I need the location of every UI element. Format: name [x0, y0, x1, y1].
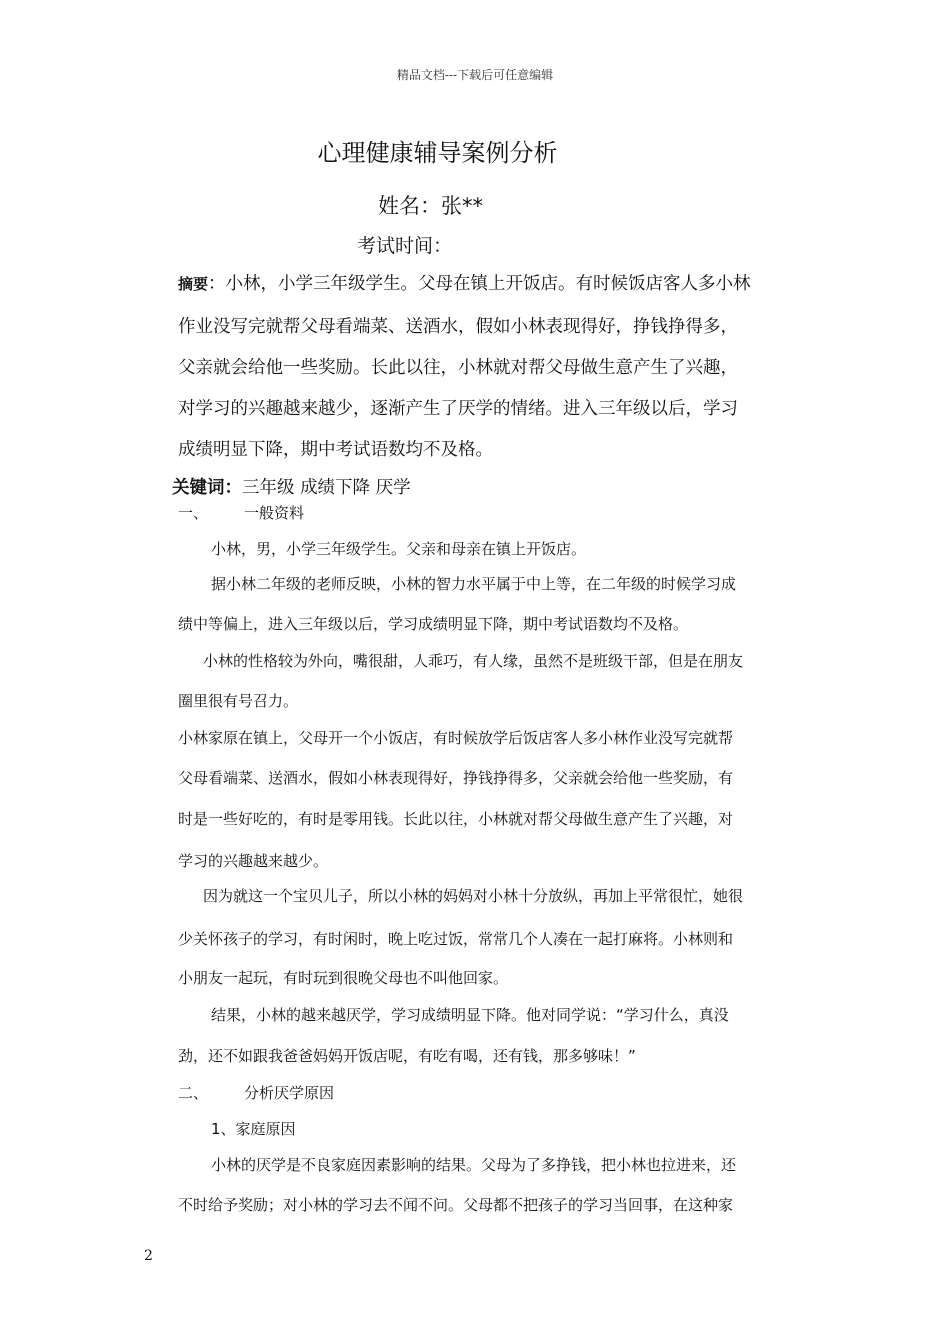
paragraph-5-line-2: 少关怀孩子的学习，有时闲时，晚上吃过饭，常常几个人凑在一起打麻将。小林则和 — [178, 930, 734, 948]
paragraph-2-line-2: 绩中等偏上，进入三年级以后，学习成绩明显下降，期中考试语数均不及格。 — [178, 615, 689, 633]
paragraph-4-line-4: 学习的兴趣越来越少。 — [178, 852, 329, 870]
paragraph-4-line-2: 父母看端菜、送酒水，假如小林表现得好，挣钱挣得多，父亲就会给他一些奖励，有 — [178, 769, 734, 787]
abstract-line-1: 摘要：小林，小学三年级学生。父母在镇上开饭店。有时候饭店客人多小林 — [178, 274, 751, 294]
subsection-1: 1、家庭原因 — [211, 1120, 296, 1138]
paragraph-6-line-1: 结果，小林的越来越厌学，学习成绩明显下降。他对同学说：“学习什么，真没 — [211, 1006, 729, 1024]
paragraph-5-line-3: 小朋友一起玩，有时玩到很晚父母也不叫他回家。 — [178, 969, 509, 987]
section-1-number: 一、 — [178, 504, 209, 522]
abstract-line-4: 对学习的兴趣越来越少，逐渐产生了厌学的情绪。进入三年级以后，学习 — [178, 399, 738, 419]
paragraph-1: 小林，男，小学三年级学生。父亲和母亲在镇上开饭店。 — [211, 540, 587, 558]
paragraph-4-line-3: 时是一些好吃的，有时是零用钱。长此以往，小林就对帮父母做生意产生了兴趣，对 — [178, 810, 734, 828]
section-2-title: 分析厌学原因 — [244, 1084, 335, 1102]
paragraph-3-line-2: 圈里很有号召力。 — [178, 692, 299, 710]
document-title: 心理健康辅导案例分析 — [317, 139, 558, 167]
abstract-label: 摘要 — [178, 275, 209, 293]
keywords — [172, 474, 411, 499]
paragraph-7-line-2: 不时给予奖励；对小林的学习去不闻不问。父母都不把孩子的学习当回事，在这种家 — [178, 1196, 734, 1214]
keywords-text: 三年级 成绩下降 厌学 — [242, 478, 411, 498]
paragraph-7-line-1: 小林的厌学是不良家庭因素影响的结果。父母为了多挣钱，把小林也拉进来，还 — [211, 1156, 737, 1174]
paragraph-4-line-1: 小林家原在镇上，父母开一个小饭店，有时候放学后饭店客人多小林作业没写完就帮 — [178, 729, 734, 747]
exam-time: 考试时间： — [357, 235, 453, 257]
abstract-line-5: 成绩明显下降，期中考试语数均不及格。 — [178, 440, 493, 460]
keywords-label: 关键词： — [172, 478, 242, 498]
paragraph-3-line-1: 小林的性格较为外向，嘴很甜，人乖巧，有人缘，虽然不是班级干部，但是在朋友 — [203, 652, 744, 670]
abstract-line-2: 作业没写完就帮父母看端菜、送酒水，假如小林表现得好，挣钱挣得多， — [178, 317, 738, 337]
section-1-title: 一般资料 — [244, 504, 305, 522]
paragraph-5-line-1: 因为就这一个宝贝儿子，所以小林的妈妈对小林十分放纵，再加上平常很忙，她很 — [203, 887, 744, 905]
page-header: 精品文档---下载后可任意编辑 — [396, 68, 554, 82]
paragraph-6-line-2: 劲，还不如跟我爸爸妈妈开饭店呢，有吃有喝，还有钱，那多够味！” — [178, 1047, 636, 1065]
abstract-line-3: 父亲就会给他一些奖励。长此以往，小林就对帮父母做生意产生了兴趣， — [178, 358, 738, 378]
author-name: 姓名：张** — [378, 194, 483, 218]
section-2-number: 二、 — [178, 1084, 209, 1102]
page-number: 2 — [144, 1248, 153, 1264]
paragraph-2-line-1: 据小林二年级的老师反映，小林的智力水平属于中上等，在二年级的时候学习成 — [211, 575, 737, 593]
